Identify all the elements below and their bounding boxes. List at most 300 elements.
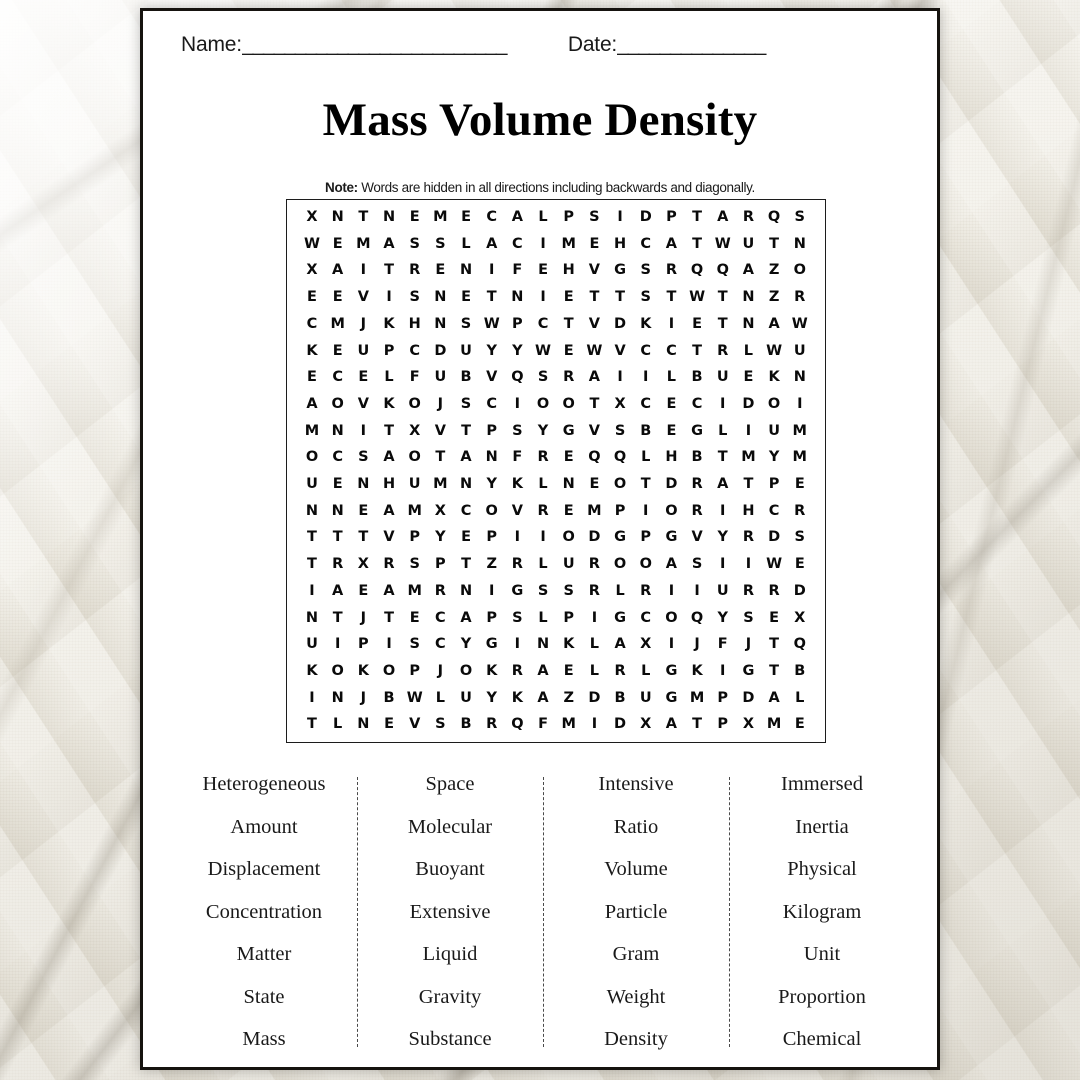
grid-cell[interactable]: V [614, 342, 626, 359]
grid-cell[interactable]: K [511, 476, 523, 493]
grid-cell[interactable]: N [742, 315, 755, 332]
grid-cell[interactable]: I [386, 289, 392, 306]
grid-cell[interactable]: A [460, 609, 472, 626]
grid-cell[interactable]: Y [717, 609, 728, 626]
grid-cell[interactable]: A [383, 582, 395, 599]
grid-cell[interactable]: T [307, 529, 317, 546]
grid-cell[interactable]: P [640, 529, 652, 546]
grid-cell[interactable]: G [665, 662, 678, 679]
grid-cell[interactable]: S [358, 449, 369, 466]
grid-cell[interactable]: B [383, 689, 395, 706]
grid-cell[interactable]: E [769, 609, 780, 626]
grid-cell[interactable]: A [511, 209, 523, 225]
grid-cell[interactable]: U [357, 342, 370, 359]
grid-cell[interactable]: N [331, 422, 344, 439]
grid-cell[interactable]: S [794, 529, 805, 546]
grid-cell[interactable]: F [538, 716, 548, 733]
grid-cell[interactable]: I [360, 422, 367, 439]
grid-cell[interactable]: W [689, 289, 706, 306]
grid-cell[interactable]: E [563, 342, 574, 359]
grid-cell[interactable]: T [384, 262, 394, 279]
grid-cell[interactable]: E [794, 476, 805, 493]
grid-cell[interactable]: W [304, 235, 320, 252]
grid-cell[interactable]: I [643, 502, 649, 519]
grid-cell[interactable]: D [588, 689, 601, 706]
grid-cell[interactable]: D [614, 315, 627, 332]
grid-cell[interactable]: B [691, 369, 703, 386]
grid-cell[interactable]: Y [486, 342, 497, 359]
grid-cell[interactable]: A [383, 502, 395, 519]
grid-cell[interactable]: N [382, 209, 396, 225]
grid-cell[interactable]: E [461, 209, 471, 225]
grid-cell[interactable]: I [309, 689, 315, 706]
grid-cell[interactable]: N [511, 289, 524, 306]
word-list-item[interactable]: Gravity [418, 985, 482, 1008]
grid-cell[interactable]: C [486, 209, 498, 225]
grid-cell[interactable]: Q [588, 449, 601, 466]
grid-cell[interactable]: E [666, 395, 677, 412]
grid-cell[interactable]: L [615, 582, 625, 599]
grid-cell[interactable]: F [717, 636, 728, 653]
word-list-item[interactable]: Molecular [407, 815, 493, 838]
grid-cell[interactable]: R [511, 556, 523, 573]
grid-cell[interactable]: I [745, 556, 752, 573]
grid-cell[interactable]: C [332, 369, 343, 386]
grid-cell[interactable]: S [537, 369, 549, 386]
grid-cell[interactable]: B [794, 662, 806, 679]
grid-cell[interactable]: R [383, 556, 395, 573]
grid-cell[interactable]: S [409, 636, 420, 653]
grid-cell[interactable]: O [408, 395, 421, 412]
grid-cell[interactable]: R [563, 369, 575, 386]
grid-cell[interactable]: N [331, 689, 344, 706]
grid-cell[interactable]: P [486, 609, 498, 626]
grid-cell[interactable]: L [589, 662, 600, 679]
word-list-item[interactable]: Mass [242, 1028, 286, 1050]
grid-cell[interactable]: P [666, 209, 677, 225]
grid-cell[interactable]: Q [716, 262, 729, 279]
grid-cell[interactable]: R [640, 582, 652, 599]
grid-cell[interactable]: A [717, 209, 729, 225]
grid-cell[interactable]: R [768, 582, 780, 599]
grid-cell[interactable]: C [640, 235, 652, 252]
grid-cell[interactable]: E [409, 209, 420, 225]
word-list-item[interactable]: Ratio [613, 815, 659, 838]
grid-cell[interactable]: X [742, 716, 755, 733]
grid-cell[interactable]: N [793, 369, 806, 386]
grid-cell[interactable]: E [461, 529, 471, 546]
grid-cell[interactable]: F [409, 369, 420, 386]
grid-cell[interactable]: V [486, 369, 498, 386]
grid-cell[interactable]: M [433, 476, 448, 493]
grid-cell[interactable]: P [717, 716, 729, 733]
grid-cell[interactable]: P [768, 476, 780, 493]
grid-cell[interactable]: S [640, 262, 651, 279]
grid-cell[interactable]: C [640, 609, 652, 626]
grid-cell[interactable]: G [691, 422, 704, 439]
grid-cell[interactable]: O [639, 556, 652, 573]
grid-cell[interactable]: B [460, 369, 472, 386]
grid-cell[interactable]: N [305, 502, 319, 519]
grid-cell[interactable]: R [691, 476, 703, 493]
grid-cell[interactable]: E [332, 289, 343, 306]
grid-cell[interactable]: R [511, 662, 523, 679]
grid-cell[interactable]: R [665, 262, 677, 279]
grid-cell[interactable]: R [434, 582, 446, 599]
grid-cell[interactable]: H [613, 235, 627, 252]
grid-cell[interactable]: S [435, 716, 446, 733]
grid-cell[interactable]: T [692, 209, 703, 225]
grid-cell[interactable]: K [511, 689, 523, 706]
grid-cell[interactable]: L [718, 422, 728, 439]
grid-cell[interactable]: S [794, 209, 805, 225]
grid-cell[interactable]: A [665, 716, 678, 733]
grid-cell[interactable]: V [588, 422, 600, 439]
grid-cell[interactable]: E [358, 582, 369, 599]
grid-cell[interactable]: I [309, 582, 315, 599]
grid-cell[interactable]: A [768, 689, 780, 706]
grid-cell[interactable]: N [305, 609, 319, 626]
grid-cell[interactable]: C [409, 342, 421, 359]
grid-cell[interactable]: P [435, 556, 446, 573]
grid-cell[interactable]: I [643, 369, 649, 386]
grid-cell[interactable]: W [791, 315, 808, 332]
grid-cell[interactable]: X [614, 395, 626, 412]
grid-cell[interactable]: V [357, 395, 369, 412]
grid-cell[interactable]: U [716, 369, 729, 386]
word-list-item[interactable]: Chemical [782, 1028, 862, 1050]
grid-cell[interactable]: T [461, 556, 471, 573]
grid-cell[interactable]: Z [768, 289, 780, 306]
grid-cell[interactable]: L [641, 449, 651, 466]
grid-cell[interactable]: E [743, 369, 754, 386]
grid-cell[interactable]: L [333, 716, 343, 733]
grid-cell[interactable]: L [538, 609, 548, 626]
word-list-item[interactable]: Concentration [205, 900, 323, 923]
grid-cell[interactable]: I [745, 422, 752, 439]
grid-cell[interactable]: C [640, 342, 652, 359]
grid-cell[interactable]: S [409, 289, 420, 306]
grid-cell[interactable]: E [384, 716, 394, 733]
grid-cell[interactable]: P [563, 209, 575, 225]
grid-cell[interactable]: N [793, 235, 806, 252]
grid-cell[interactable]: I [360, 262, 367, 279]
grid-cell[interactable]: B [460, 716, 472, 733]
grid-cell[interactable]: Q [511, 369, 524, 386]
grid-cell[interactable]: S [537, 582, 549, 599]
grid-cell[interactable]: X [306, 209, 318, 225]
grid-cell[interactable]: N [562, 476, 575, 493]
grid-cell[interactable]: K [306, 342, 318, 359]
grid-cell[interactable]: K [486, 662, 498, 679]
grid-cell[interactable]: Y [717, 529, 728, 546]
grid-cell[interactable]: M [792, 422, 807, 439]
grid-cell[interactable]: U [306, 476, 318, 493]
grid-cell[interactable]: C [512, 235, 523, 252]
word-list-item[interactable]: Space [425, 773, 475, 795]
grid-cell[interactable]: T [589, 289, 600, 306]
grid-cell[interactable]: A [588, 369, 600, 386]
grid-cell[interactable]: C [640, 395, 652, 412]
grid-cell[interactable]: M [766, 716, 782, 733]
grid-cell[interactable]: G [614, 262, 627, 279]
grid-cell[interactable]: H [665, 449, 678, 466]
grid-cell[interactable]: T [358, 529, 369, 546]
grid-cell[interactable]: G [511, 582, 524, 599]
grid-cell[interactable]: L [589, 636, 600, 653]
grid-cell[interactable]: Z [486, 556, 497, 573]
grid-cell[interactable]: E [332, 476, 343, 493]
grid-cell[interactable]: I [540, 235, 546, 252]
grid-cell[interactable]: T [384, 609, 394, 626]
grid-cell[interactable]: C [332, 449, 343, 466]
grid-cell[interactable]: Q [767, 209, 781, 225]
grid-cell[interactable]: X [640, 636, 652, 653]
grid-cell[interactable]: X [357, 556, 369, 573]
grid-cell[interactable]: F [512, 262, 523, 279]
grid-cell[interactable]: O [485, 502, 498, 519]
grid-cell[interactable]: Y [486, 476, 497, 493]
grid-cell[interactable]: E [307, 289, 317, 306]
grid-cell[interactable]: T [640, 476, 651, 493]
grid-cell[interactable]: Q [690, 609, 704, 626]
grid-cell[interactable]: B [691, 449, 703, 466]
grid-cell[interactable]: C [435, 609, 446, 626]
grid-cell[interactable]: X [794, 609, 806, 626]
grid-cell[interactable]: Q [511, 716, 524, 733]
grid-cell[interactable]: E [794, 556, 805, 573]
grid-cell[interactable]: J [360, 609, 367, 626]
grid-cell[interactable]: L [538, 476, 548, 493]
grid-cell[interactable]: N [331, 209, 344, 225]
grid-cell[interactable]: I [720, 395, 726, 412]
grid-cell[interactable]: V [588, 262, 600, 279]
grid-cell[interactable]: A [486, 235, 498, 252]
grid-cell[interactable]: G [614, 609, 627, 626]
grid-cell[interactable]: L [795, 689, 805, 706]
grid-cell[interactable]: E [692, 315, 703, 332]
grid-cell[interactable]: L [384, 369, 394, 386]
grid-cell[interactable]: T [769, 662, 780, 679]
word-list-item[interactable]: Substance [408, 1028, 492, 1050]
grid-cell[interactable]: J [360, 315, 367, 332]
grid-cell[interactable]: I [540, 529, 546, 546]
grid-cell[interactable]: T [717, 449, 728, 466]
grid-cell[interactable]: E [332, 235, 343, 252]
grid-cell[interactable]: I [386, 636, 392, 653]
grid-cell[interactable]: N [331, 502, 344, 519]
grid-cell[interactable]: K [383, 315, 395, 332]
grid-cell[interactable]: L [538, 556, 548, 573]
grid-cell[interactable]: T [692, 342, 703, 359]
grid-cell[interactable]: C [768, 502, 780, 519]
grid-cell[interactable]: H [408, 315, 421, 332]
grid-cell[interactable]: P [717, 689, 729, 706]
grid-cell[interactable]: Z [563, 689, 574, 706]
word-list-item[interactable]: Liquid [422, 943, 478, 965]
grid-cell[interactable]: T [717, 289, 728, 306]
grid-cell[interactable]: P [614, 502, 626, 519]
grid-cell[interactable]: I [591, 609, 598, 626]
grid-cell[interactable]: T [692, 716, 703, 733]
grid-cell[interactable]: W [766, 342, 783, 359]
grid-cell[interactable]: M [741, 449, 756, 466]
grid-cell[interactable]: Y [435, 529, 446, 546]
grid-cell[interactable]: I [668, 315, 675, 332]
grid-cell[interactable]: O [536, 395, 550, 412]
grid-cell[interactable]: T [717, 315, 728, 332]
grid-cell[interactable]: I [489, 582, 495, 599]
grid-cell[interactable]: N [485, 449, 498, 466]
grid-cell[interactable]: Q [613, 449, 627, 466]
grid-cell[interactable]: A [537, 662, 549, 679]
word-list-item[interactable]: Physical [787, 858, 857, 880]
grid-cell[interactable]: O [305, 449, 319, 466]
grid-cell[interactable]: I [668, 582, 675, 599]
grid-cell[interactable]: Q [690, 262, 704, 279]
grid-cell[interactable]: N [459, 476, 473, 493]
grid-cell[interactable]: R [409, 262, 421, 279]
grid-cell[interactable]: N [357, 476, 370, 493]
grid-cell[interactable]: J [360, 689, 367, 706]
grid-cell[interactable]: I [617, 369, 623, 386]
grid-cell[interactable]: S [563, 582, 574, 599]
grid-cell[interactable]: G [665, 529, 678, 546]
grid-cell[interactable]: B [640, 422, 652, 439]
word-list-item[interactable]: State [243, 985, 285, 1008]
grid-cell[interactable]: A [665, 235, 678, 252]
word-list-item[interactable]: Proportion [778, 985, 866, 1008]
grid-cell[interactable]: O [767, 395, 781, 412]
grid-cell[interactable]: E [794, 716, 805, 733]
grid-cell[interactable]: A [306, 395, 318, 412]
grid-cell[interactable]: U [768, 422, 780, 439]
word-list-item[interactable]: Unit [803, 943, 841, 965]
word-list-item[interactable]: Density [604, 1028, 668, 1050]
grid-cell[interactable]: U [434, 369, 447, 386]
grid-cell[interactable]: R [717, 342, 729, 359]
grid-cell[interactable]: S [512, 422, 523, 439]
grid-cell[interactable]: C [537, 315, 549, 332]
grid-cell[interactable]: K [640, 315, 652, 332]
grid-cell[interactable]: I [514, 636, 521, 653]
word-search-grid[interactable] [300, 210, 812, 732]
grid-cell[interactable]: D [588, 529, 601, 546]
grid-cell[interactable]: I [797, 395, 803, 412]
word-list-item[interactable]: Kilogram [782, 900, 862, 923]
grid-cell[interactable]: C [435, 636, 446, 653]
grid-cell[interactable]: I [668, 636, 675, 653]
grid-cell[interactable]: R [691, 502, 703, 519]
grid-cell[interactable]: I [334, 636, 341, 653]
grid-cell[interactable]: G [485, 636, 498, 653]
grid-cell[interactable]: E [538, 262, 548, 279]
word-list-item[interactable]: Amount [230, 815, 298, 838]
grid-cell[interactable]: A [537, 689, 549, 706]
grid-cell[interactable]: R [588, 582, 600, 599]
grid-cell[interactable]: X [409, 422, 421, 439]
grid-cell[interactable]: K [691, 662, 703, 679]
grid-cell[interactable]: M [304, 422, 320, 439]
grid-cell[interactable]: T [769, 636, 780, 653]
grid-cell[interactable]: P [486, 529, 498, 546]
grid-cell[interactable]: N [434, 289, 447, 306]
grid-cell[interactable]: E [307, 369, 317, 386]
grid-cell[interactable]: N [459, 582, 473, 599]
grid-cell[interactable]: S [409, 556, 420, 573]
word-list-item[interactable]: Displacement [207, 858, 321, 880]
grid-cell[interactable]: C [306, 315, 318, 332]
grid-cell[interactable]: E [589, 235, 600, 252]
grid-cell[interactable]: E [589, 476, 600, 493]
grid-cell[interactable]: K [563, 636, 575, 653]
grid-cell[interactable]: N [742, 289, 755, 306]
grid-cell[interactable]: E [358, 502, 369, 519]
grid-cell[interactable]: U [716, 582, 729, 599]
grid-cell[interactable]: A [383, 235, 395, 252]
grid-cell[interactable]: S [435, 235, 446, 252]
word-list-item[interactable]: Buoyant [415, 858, 485, 880]
grid-cell[interactable]: A [332, 262, 344, 279]
grid-cell[interactable]: H [382, 476, 396, 493]
grid-cell[interactable]: Y [512, 342, 523, 359]
grid-cell[interactable]: M [561, 235, 576, 252]
grid-cell[interactable]: T [307, 716, 317, 733]
grid-cell[interactable]: W [483, 315, 500, 332]
grid-cell[interactable]: O [562, 395, 575, 412]
grid-cell[interactable]: O [665, 609, 678, 626]
name-input-rule[interactable]: _________________________ [241, 33, 507, 56]
grid-cell[interactable]: A [460, 449, 472, 466]
grid-cell[interactable]: P [358, 636, 369, 653]
grid-cell[interactable]: S [512, 609, 523, 626]
grid-cell[interactable]: T [307, 556, 317, 573]
grid-cell[interactable]: W [766, 556, 783, 573]
grid-cell[interactable]: M [433, 209, 448, 225]
grid-cell[interactable]: M [407, 582, 422, 599]
grid-cell[interactable]: V [691, 529, 703, 546]
grid-cell[interactable]: V [511, 502, 523, 519]
word-list-item[interactable]: Inertia [795, 815, 849, 838]
grid-cell[interactable]: U [639, 689, 652, 706]
grid-cell[interactable]: J [437, 662, 444, 679]
grid-cell[interactable]: H [562, 262, 575, 279]
grid-cell[interactable]: P [409, 529, 420, 546]
word-list-item[interactable]: Particle [604, 900, 668, 923]
grid-cell[interactable]: R [742, 209, 754, 225]
grid-cell[interactable]: K [306, 662, 318, 679]
grid-cell[interactable]: E [563, 662, 574, 679]
word-list-item[interactable]: Heterogeneous [202, 773, 326, 795]
word-list-item[interactable]: Extensive [409, 900, 491, 923]
grid-cell[interactable]: R [537, 502, 549, 519]
grid-cell[interactable]: Z [768, 262, 780, 279]
grid-cell[interactable]: W [586, 342, 603, 359]
grid-cell[interactable]: A [768, 315, 780, 332]
grid-cell[interactable]: M [356, 235, 371, 252]
grid-cell[interactable]: I [540, 289, 546, 306]
date-input-rule[interactable]: ______________ [617, 33, 766, 56]
grid-cell[interactable]: U [562, 556, 575, 573]
grid-cell[interactable]: E [358, 369, 369, 386]
grid-cell[interactable]: V [383, 529, 395, 546]
grid-cell[interactable]: T [384, 422, 394, 439]
grid-cell[interactable]: D [434, 342, 447, 359]
grid-cell[interactable]: T [358, 209, 369, 225]
grid-cell[interactable]: L [461, 235, 471, 252]
grid-cell[interactable]: T [435, 449, 446, 466]
grid-cell[interactable]: L [435, 689, 445, 706]
